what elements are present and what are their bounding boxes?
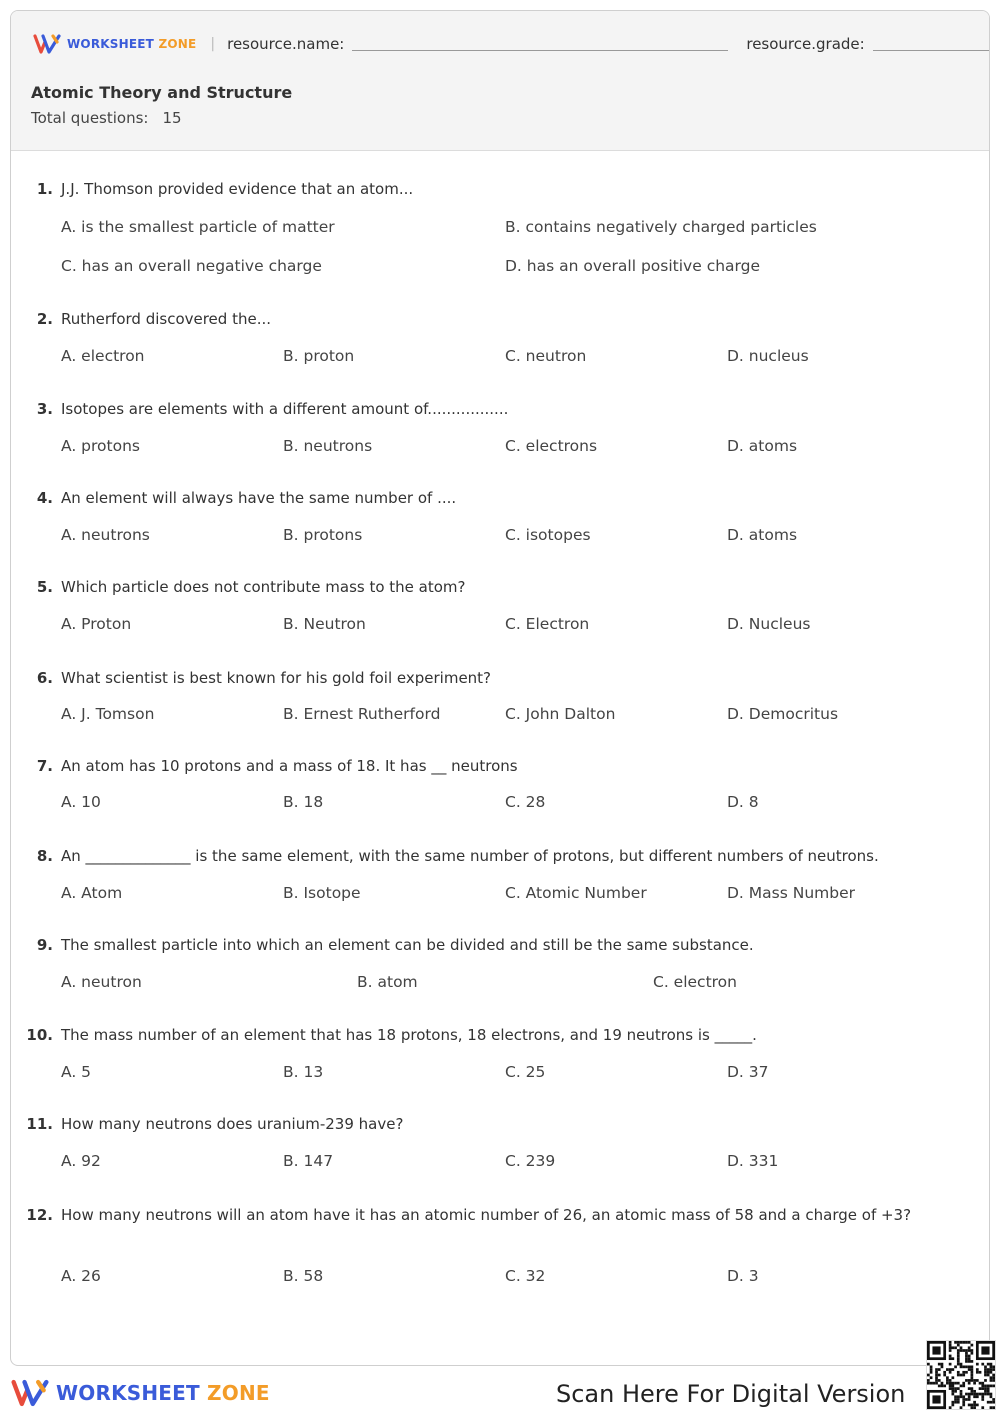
worksheet-header bbox=[11, 11, 989, 151]
answer-option[interactable]: D. Democritus bbox=[727, 705, 839, 723]
answer-option[interactable]: B. 58 bbox=[283, 1267, 324, 1285]
answer-option[interactable]: A. 26 bbox=[61, 1267, 101, 1285]
answer-option[interactable]: D. has an overall positive charge bbox=[505, 257, 761, 275]
question-number: 6. bbox=[36, 669, 53, 687]
total-questions bbox=[31, 109, 182, 127]
answer-option[interactable]: D. 331 bbox=[727, 1152, 779, 1170]
answer-option[interactable]: D. 8 bbox=[727, 793, 759, 811]
question-text: How many neutrons does uranium-239 have? bbox=[61, 1115, 404, 1133]
question-number: 12. bbox=[26, 1206, 53, 1224]
qr-code-graphic bbox=[927, 1341, 995, 1409]
question-number: 10. bbox=[26, 1026, 53, 1044]
question-number: 2. bbox=[36, 310, 53, 328]
header-brand-text: WORKSHEET ZONE bbox=[67, 37, 197, 51]
question-text: What scientist is best known for his gold foil experiment? bbox=[61, 669, 492, 687]
footer-brand bbox=[10, 1378, 270, 1408]
worksheet-page bbox=[10, 10, 990, 1366]
worksheet-title: Atomic Theory and Structure bbox=[31, 83, 293, 102]
question-text: J.J. Thomson provided evidence that an atom... bbox=[61, 180, 414, 198]
answer-option[interactable]: D. atoms bbox=[727, 437, 798, 455]
answer-option[interactable]: B. protons bbox=[283, 526, 363, 544]
answer-option[interactable]: A. is the smallest particle of matter bbox=[61, 218, 335, 236]
resource-grade-field[interactable] bbox=[873, 37, 990, 51]
question-text: Which particle does not contribute mass to the atom? bbox=[61, 578, 466, 596]
answer-option[interactable]: C. 32 bbox=[505, 1267, 546, 1285]
resource-grade-label: resource.grade: bbox=[746, 35, 865, 53]
answer-option[interactable]: B. contains negatively charged particles bbox=[505, 218, 817, 236]
answer-option[interactable]: C. electron bbox=[653, 973, 737, 991]
answer-option[interactable]: C. Electron bbox=[505, 615, 590, 633]
answer-option[interactable]: B. 13 bbox=[283, 1063, 324, 1081]
answer-option[interactable]: B. Isotope bbox=[283, 884, 361, 902]
answer-option[interactable]: C. 25 bbox=[505, 1063, 546, 1081]
worksheet-zone-logo-icon bbox=[33, 33, 61, 55]
answer-option[interactable]: D. Mass Number bbox=[727, 884, 856, 902]
question-number: 3. bbox=[36, 400, 53, 418]
qr-code-icon[interactable] bbox=[926, 1340, 996, 1410]
answer-option[interactable]: A. neutron bbox=[61, 973, 142, 991]
answer-option[interactable]: B. atom bbox=[357, 973, 418, 991]
answer-option[interactable]: C. electrons bbox=[505, 437, 598, 455]
question-text: The mass number of an element that has 18 protons, 18 electrons, and 19 neutrons is _____. bbox=[61, 1026, 757, 1044]
answer-option[interactable]: A. J. Tomson bbox=[61, 705, 155, 723]
answer-option[interactable]: B. proton bbox=[283, 347, 355, 365]
question-text: An atom has 10 protons and a mass of 18. It has __ neutrons bbox=[61, 757, 518, 775]
total-questions-value: 15 bbox=[162, 109, 182, 127]
question-number: 5. bbox=[36, 578, 53, 596]
question-number: 7. bbox=[36, 757, 53, 775]
page-footer bbox=[0, 1366, 1000, 1414]
question-number: 11. bbox=[26, 1115, 53, 1133]
answer-option[interactable]: D. nucleus bbox=[727, 347, 809, 365]
question-text: The smallest particle into which an element can be divided and still be the same substance. bbox=[61, 936, 754, 954]
header-brand-row bbox=[33, 33, 990, 55]
question-text: An ______________ is the same element, with the same number of protons, but different numbers of neutrons. bbox=[61, 847, 879, 865]
answer-option[interactable]: B. Neutron bbox=[283, 615, 366, 633]
answer-option[interactable]: C. John Dalton bbox=[505, 705, 616, 723]
header-separator: | bbox=[210, 36, 216, 52]
question-text: An element will always have the same number of .... bbox=[61, 489, 457, 507]
answer-option[interactable]: B. Ernest Rutherford bbox=[283, 705, 441, 723]
answer-option[interactable]: A. neutrons bbox=[61, 526, 150, 544]
answer-option[interactable]: D. Nucleus bbox=[727, 615, 811, 633]
resource-name-field[interactable] bbox=[352, 37, 728, 51]
answer-option[interactable]: B. 18 bbox=[283, 793, 324, 811]
answer-option[interactable]: D. 3 bbox=[727, 1267, 759, 1285]
answer-option[interactable]: C. 239 bbox=[505, 1152, 556, 1170]
answer-option[interactable]: C. 28 bbox=[505, 793, 546, 811]
answer-option[interactable]: A. electron bbox=[61, 347, 145, 365]
answer-option[interactable]: D. atoms bbox=[727, 526, 798, 544]
answer-option[interactable]: C. neutron bbox=[505, 347, 587, 365]
answer-option[interactable]: D. 37 bbox=[727, 1063, 769, 1081]
question-text: Rutherford discovered the... bbox=[61, 310, 271, 328]
footer-brand-text: WORKSHEET ZONE bbox=[56, 1381, 270, 1405]
total-questions-label: Total questions: bbox=[31, 109, 149, 127]
scan-digital-version-text: Scan Here For Digital Version bbox=[556, 1380, 906, 1408]
answer-option[interactable]: B. neutrons bbox=[283, 437, 373, 455]
answer-option[interactable]: A. protons bbox=[61, 437, 140, 455]
answer-option[interactable]: A. Proton bbox=[61, 615, 132, 633]
answer-option[interactable]: A. 10 bbox=[61, 793, 101, 811]
question-number: 9. bbox=[36, 936, 53, 954]
answer-option[interactable]: B. 147 bbox=[283, 1152, 334, 1170]
question-number: 4. bbox=[36, 489, 53, 507]
question-text: Isotopes are elements with a different amount of................. bbox=[61, 400, 509, 418]
answer-option[interactable]: A. 92 bbox=[61, 1152, 101, 1170]
answer-option[interactable]: C. has an overall negative charge bbox=[61, 257, 322, 275]
resource-name-label: resource.name: bbox=[227, 35, 345, 53]
answer-option[interactable]: C. isotopes bbox=[505, 526, 591, 544]
answer-option[interactable]: C. Atomic Number bbox=[505, 884, 647, 902]
worksheet-zone-logo-icon bbox=[10, 1378, 50, 1408]
question-text: How many neutrons will an atom have it has an atomic number of 26, an atomic mass of 58 and a charge of +3? bbox=[61, 1206, 912, 1224]
answer-option[interactable]: A. 5 bbox=[61, 1063, 92, 1081]
answer-option[interactable]: A. Atom bbox=[61, 884, 123, 902]
question-number: 1. bbox=[36, 180, 53, 198]
question-number: 8. bbox=[36, 847, 53, 865]
